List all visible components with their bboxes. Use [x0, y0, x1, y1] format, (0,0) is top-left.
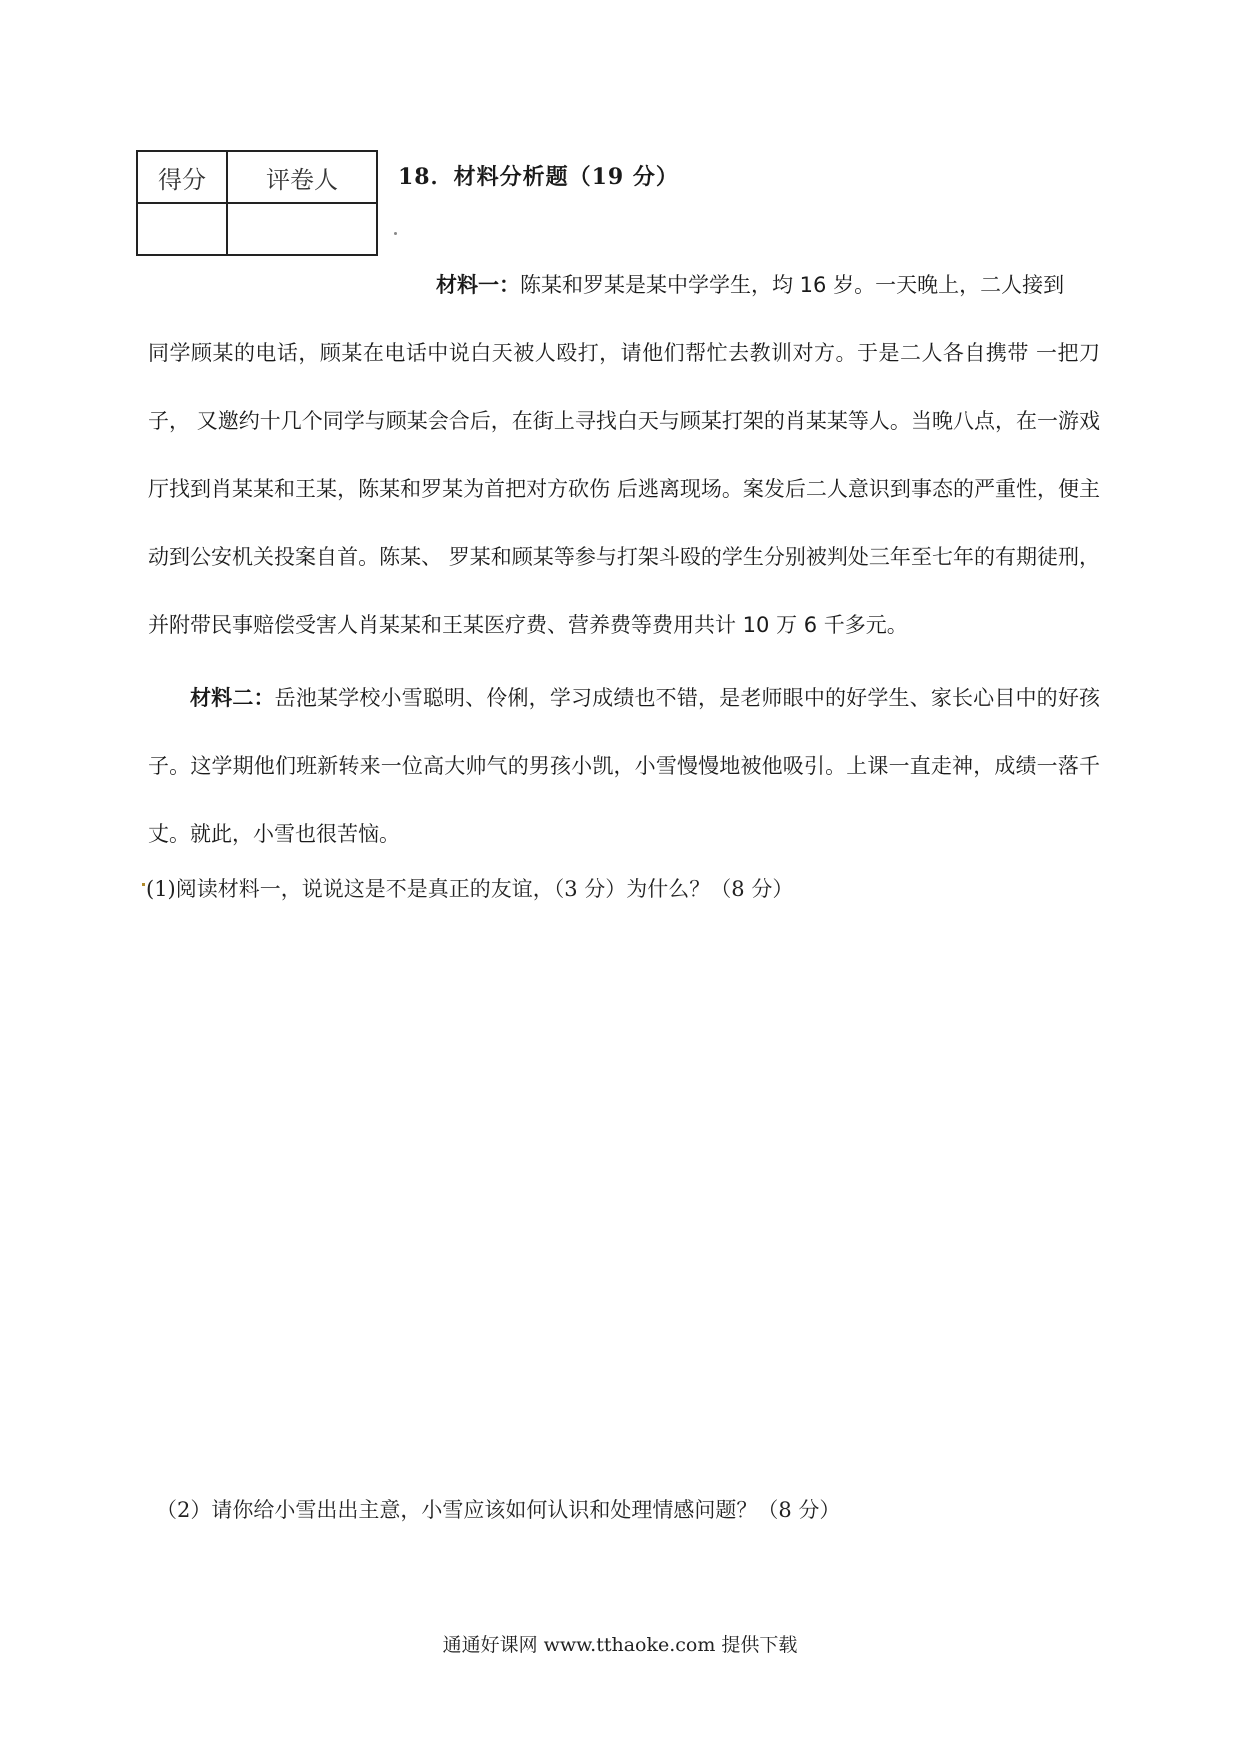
score-table — [136, 150, 378, 256]
material-two-body: 岳池某学校小雪聪明、伶俐，学习成绩也不错，是老师眼中的好学生、家长心目中的好孩子。这学期他们班新转来一位高大帅气的男孩小凯，小雪慢慢地被他吸引。上课一直走神，成绩一落千丈。就此，小雪也很苦恼。 — [148, 686, 1101, 846]
grader-header: 评卷人 — [227, 151, 377, 203]
stray-mark — [394, 232, 397, 235]
sub-question-1 — [146, 873, 793, 903]
sub-question-2: （2）请你给小雪出出主意，小雪应该如何认识和处理情感问题？（8 分） — [156, 1498, 841, 1522]
material-two-label: 材料二： — [190, 686, 275, 710]
page-footer: 通通好课网 www.tthaoke.com 提供下载 — [442, 1634, 798, 1656]
score-header: 得分 — [137, 151, 227, 203]
material-one — [148, 251, 1100, 659]
score-table-header-row — [137, 151, 377, 203]
material-one-lead — [148, 251, 1100, 319]
grader-cell[interactable] — [227, 203, 377, 255]
material-two — [148, 664, 1100, 868]
score-table-input-row — [137, 203, 377, 255]
material-one-lead-text: 陈某和罗某是某中学学生，均 16 岁。一天晚上，二人接到 — [520, 273, 1065, 297]
question-title: 18．材料分析题（19 分） — [398, 164, 679, 190]
margin-mark — [142, 883, 145, 886]
material-one-body: 同学顾某的电话，顾某在电话中说白天被人殴打，请他们帮忙去教训对方。于是二人各自携带 一把刀子， 又邀约十几个同学与顾某会合后，在街上寻找白天与顾某打架的肖某某等人。当晚八点，在一游戏厅找到肖某某和王某，陈某和罗某为首把对方砍伤 后逃离现场。案发后二人意识到事态的严重性，便主动到公安机关投案自首。陈某、 罗某和顾某等参与打架斗殴的学生分别被判处三年至七年的有期徒刑，并附带民事赔偿受害人肖某某和王某医疗费、营养费等费用共计 10 万 6 千多元。 — [148, 341, 1100, 637]
material-one-label: 材料一： — [436, 273, 520, 297]
sub-question-1-text: (1)阅读材料一，说说这是不是真正的友谊，（3 分）为什么？（8 分） — [146, 877, 794, 901]
score-cell[interactable] — [137, 203, 227, 255]
